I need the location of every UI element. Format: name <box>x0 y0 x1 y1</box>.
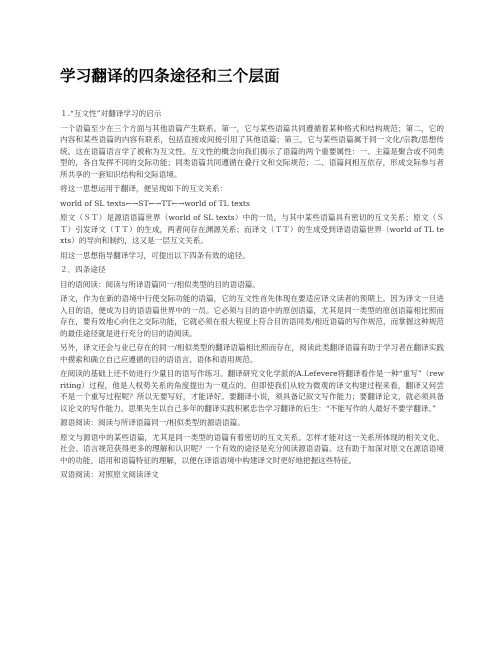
paragraph: 译文，作为在新的语境中行使交际功能的语篇，它的互文性首先体现在要适应译文读者的预期上。因为译文一旦进入目的语，便成为目的语语篇世界中的一员。它必须与目的语中的原创语篇，尤其是同一类型的原创语篇相比照而存在，要有效地心向住之交际功能，它就必须在很大程度上符合目的语同类/相近语篇的写作规范，而掌握这种规范的最佳途径就是进行充分的目的语阅读。 <box>60 294 444 338</box>
paragraph: 用这一思想指导翻译学习，可提出以下四条有效的途径。 <box>60 250 250 260</box>
subheading-source-reading: 源语阅读：阅读与所译语篇同一/相似类型的源语语篇。 <box>60 418 245 427</box>
section-heading-intertextuality: １.“互文性”对翻译学习的启示 <box>60 109 162 118</box>
paragraph: 一个语篇至少在三个方面与其他语篇产生联系。第一，它与某些语篇共同遵循着某种格式和结构规范；第二，它的内容和某些语篇的内容有联系，包括直接或间接引用了其他语篇；第三，它与某些语篇属于同一文化/宗教/思想传统。这在语篇语言学了被称为互文性。互文性的概念向我们揭示了语篇的两个重要属性：一、主篇是聚合或不同类型的，各自发挥不同的交际功能；同类语篇共同遵循在叠行文和交际规范；二、语篇间相互依存，形成交际参与者所共享的一套知识结构和交际语境。 <box>60 123 444 179</box>
paragraph: 另外，译文还会与业已存在的同一/相似类型的翻译语篇相比照而存在，阅读此类翻译语篇有助于学习者在翻译实践中摸索和确立自己应遵循的目的语语言、语体和语用规范。 <box>60 343 444 364</box>
subheading-target-reading: 目的语阅读：阅读与所译语篇同一/相似类型的目的语语篇。 <box>60 279 260 289</box>
paragraph: 将这一思想运用于翻译，便呈现如下的互文关系： <box>60 184 228 193</box>
document-body <box>60 108 444 484</box>
paragraph: 原文（ＳＴ）是源语语篇世界（world of SL texts）中的一员，与其中某些语篇具有密切的互文关系；原文（ＳＴ）引发译文（ＴＴ）的生成，两者间存在渊源关系；而译文（ＴＴ）的生成受到译语语篇世界（world of TL texts）的导向和制约，这又是一层互文关系。 <box>60 213 444 245</box>
paragraph: 原文与源语中的某些语篇，尤其是同一类型的语篇有着密切的互文关系。怎样才能对这一关系所体现的相关文化、社会、语言规范获得更多的理解和认识呢？一个有效的途径是充分阅读源语语篇。这有助于加深对原文在源语语境中的功能、语用和语篇特征的理解，以便在译语语境中构建译文时更好地把握这些特征。 <box>60 432 444 465</box>
intertext-formula: world of SL texts←→ST←→TT←→world of TL texts <box>60 198 250 208</box>
section-heading-four-approaches: ２．四条途径 <box>60 265 106 274</box>
page-title: 学习翻译的四条途径和三个层面 <box>60 67 280 85</box>
subheading-bilingual-reading: 双语阅读：对照原文阅读译文 <box>60 470 159 479</box>
paragraph: 在阅读的基础上还不妨进行少量目的语写作练习。翻译研究文化学派的A.Lefevere将翻译看作是一种“重写”（rewriting）过程，他是人权势关系的角度提出为一观点的。但即使我们从较为微观的译文构建过程来看，翻译又何尝不是一个重写过程呢？所以无要写好，才能译好。要翻译小说，须具备记叙文写作能力；要翻译论文，就必须具备议论文的写作能力。思果先生以自己多年的翻译实践积累忠告学习翻译的后生：“不能写作的人最好不要学翻译。” <box>60 369 444 413</box>
